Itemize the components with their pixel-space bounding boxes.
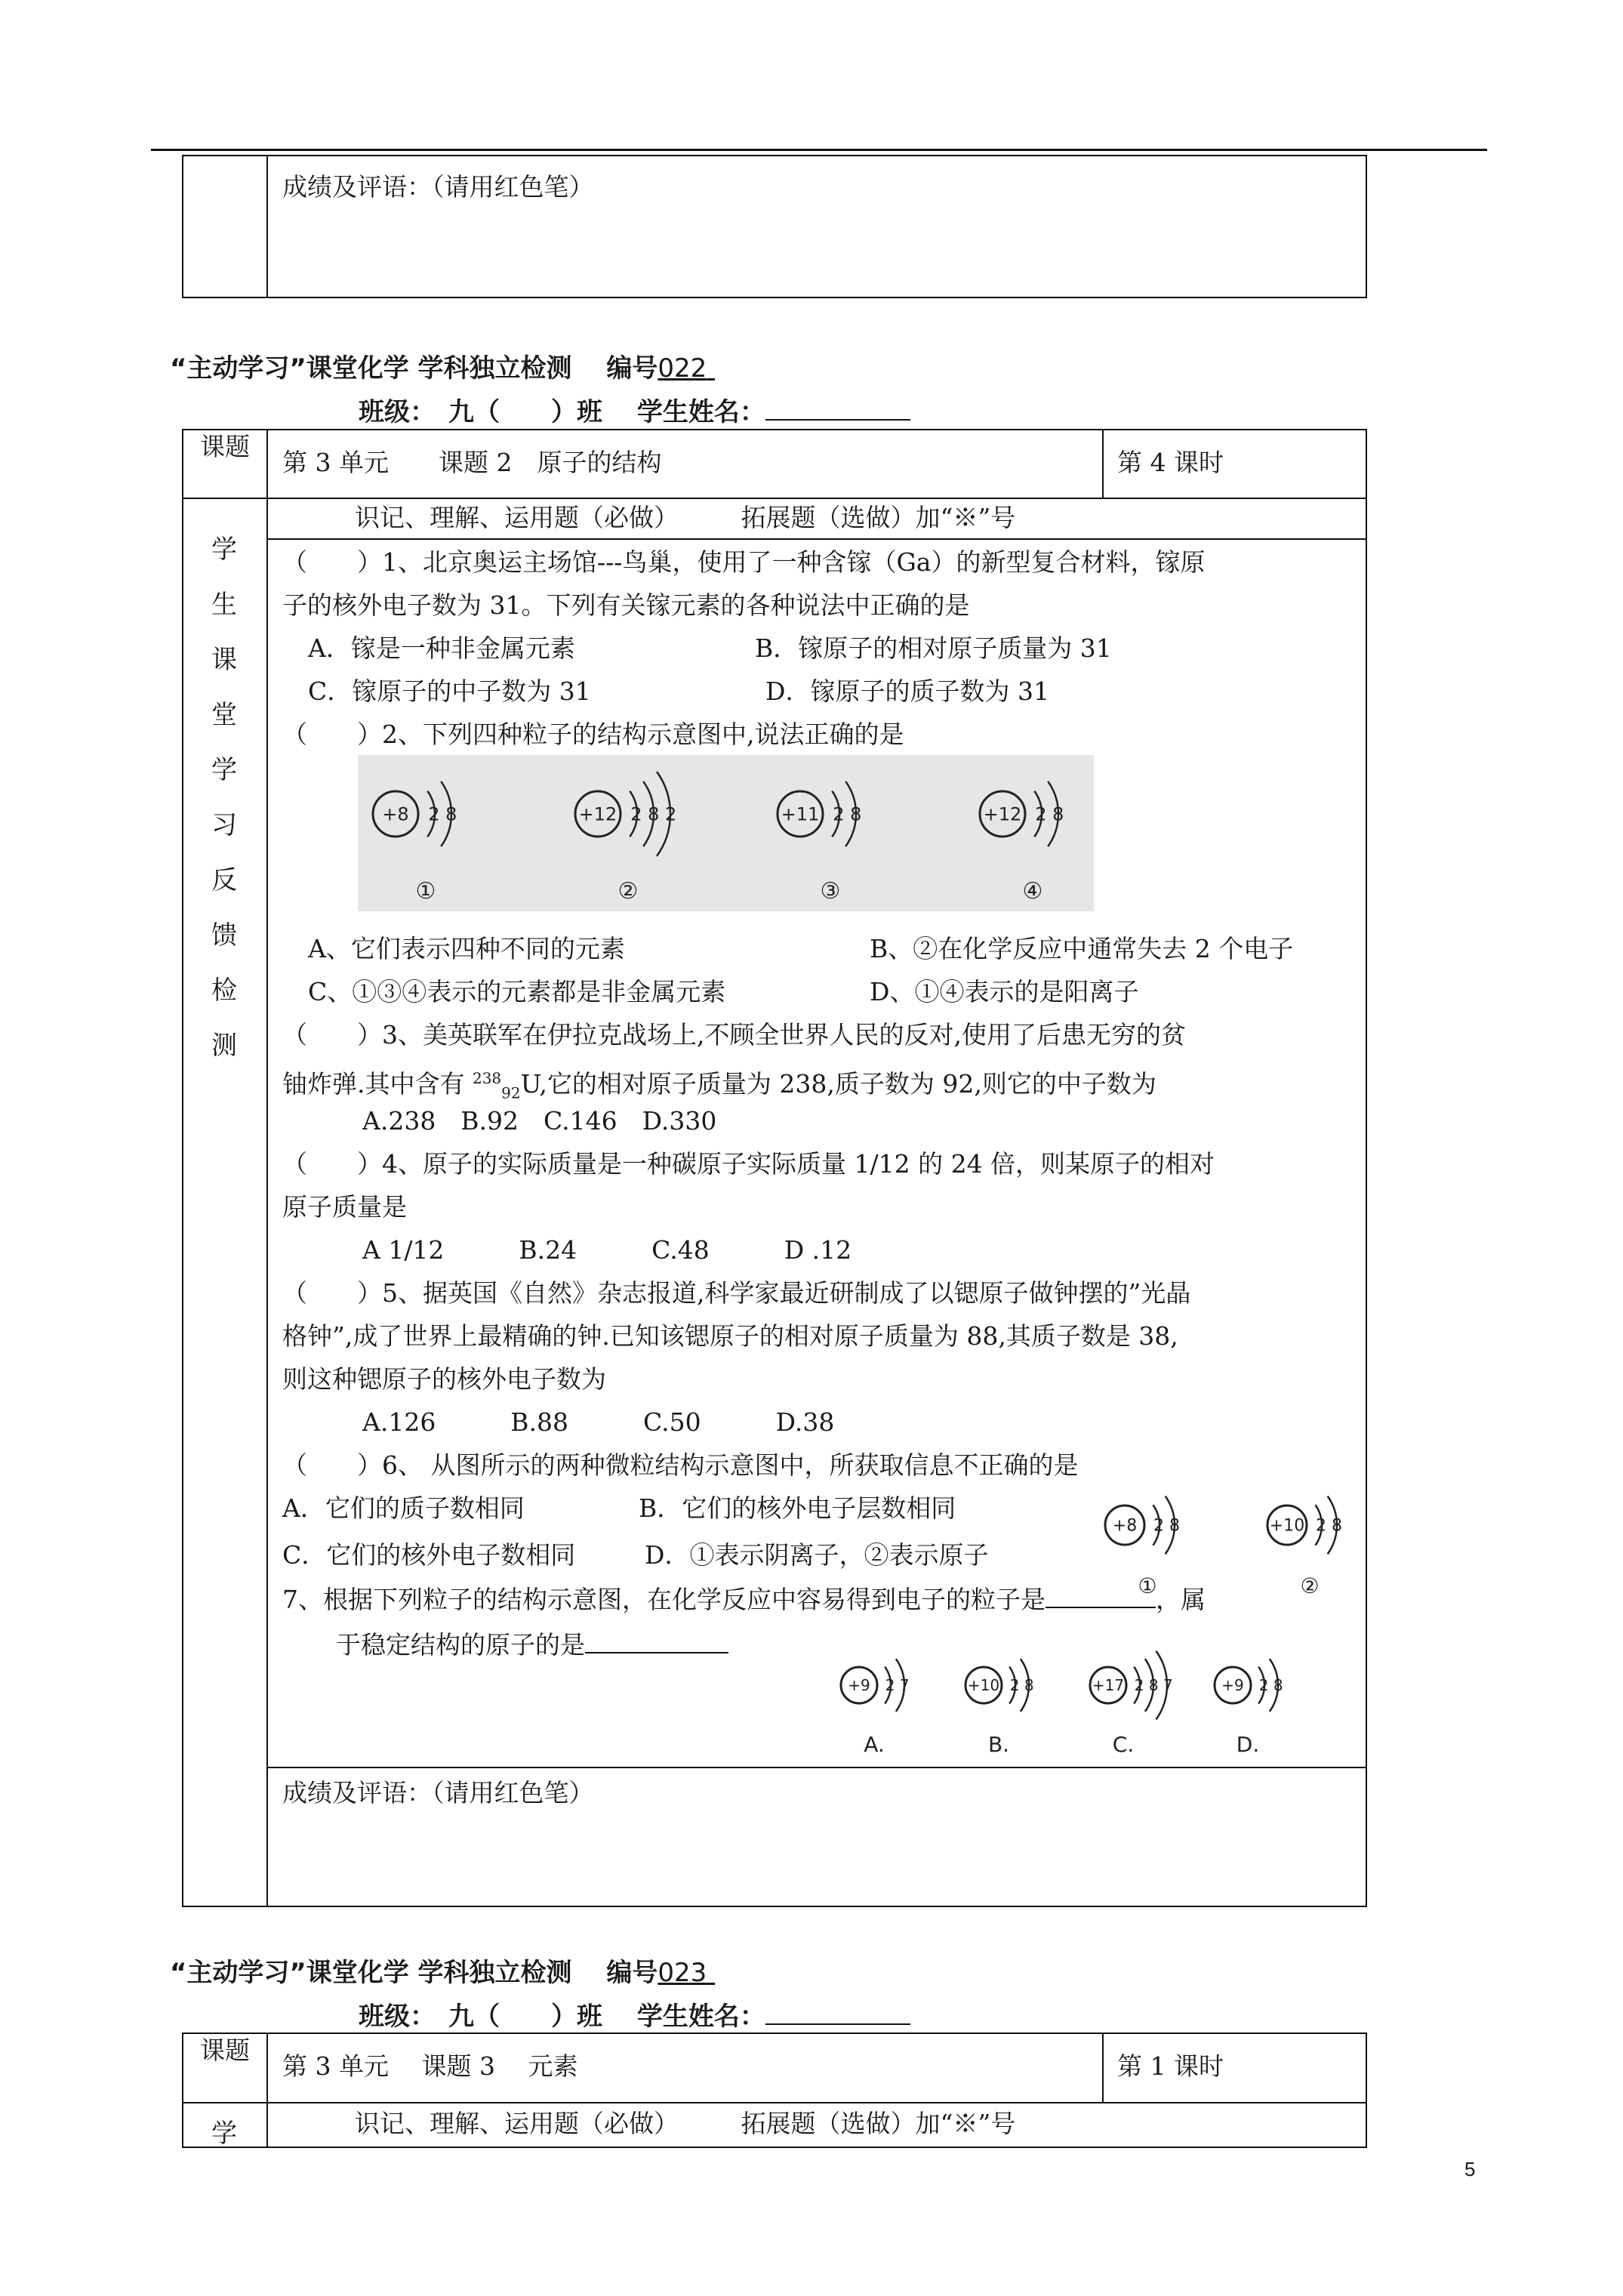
side-label-char: 课 — [211, 645, 237, 675]
q7-line2: 于稳定结构的原子的是 — [336, 1629, 728, 1660]
diagram-label: ② — [1300, 1573, 1320, 1598]
q1-option-c: C．镓原子的中子数为 31 — [308, 676, 591, 706]
q2-stem: （ ）2、下列四种粒子的结构示意图中,说法正确的是 — [282, 720, 904, 749]
q1-option-d: D．镓原子的质子数为 31 — [765, 676, 1049, 706]
q5-options: A.126 B.88 C.50 D.38 — [362, 1407, 835, 1437]
q2-option-a: A、它们表示四种不同的元素 — [308, 934, 625, 963]
nucleus-charge: +10 — [967, 1676, 1000, 1694]
diagram-label: ① — [415, 878, 436, 905]
atom-diagram — [1090, 1651, 1173, 1757]
q1-option-a: A．镓是一种非金属元素 — [308, 633, 575, 663]
side-label-char: 生 — [211, 590, 237, 620]
sheet023-topic: 第 3 单元 课题 3 元素 — [282, 2051, 578, 2081]
side-label-char: 习 — [211, 810, 237, 840]
sheet022-instruction: 识记、理解、运用题（必做） 拓展题（选做）加“※”号 — [355, 503, 1016, 532]
nucleus-charge: +9 — [1221, 1676, 1244, 1694]
q7-diagram-figure — [830, 1646, 1359, 1759]
shell-electrons: 2 8 — [428, 803, 457, 825]
sheet022-comment-label: 成绩及评语：（请用红色笔） — [282, 1778, 594, 1808]
student-name-blank — [765, 396, 910, 421]
q6-stem: （ ）6、 从图所示的两种微粒结构示意图中，所获取信息不正确的是 — [282, 1450, 1079, 1480]
sheet022-topic: 第 3 单元 课题 2 原子的结构 — [282, 448, 662, 477]
nucleus-charge: +8 — [382, 803, 409, 825]
sheet023-header: “主动学习”课堂化学 学科独立检测 编号023 — [170, 1958, 707, 1988]
diagram-label: B. — [987, 1732, 1010, 1757]
sheet022-topic-label: 课题 — [200, 432, 250, 461]
sheet023-side-label: 学 — [211, 2119, 237, 2149]
side-label-char: 测 — [211, 1031, 237, 1061]
shell-electrons: 2 8 — [1316, 1516, 1342, 1536]
q1-option-b: B．镓原子的相对原子质量为 31 — [755, 633, 1112, 663]
q3-options: A.238 B.92 C.146 D.330 — [362, 1106, 717, 1136]
top-comment-label: 成绩及评语：（请用红色笔） — [282, 172, 594, 202]
q7-line1: 7、根据下列粒子的结构示意图，在化学反应中容易得到电子的粒子是 ，属 — [282, 1585, 1206, 1614]
q2-option-b: B、②在化学反应中通常失去 2 个电子 — [870, 934, 1294, 963]
diagram-label: D. — [1236, 1732, 1260, 1757]
side-label-char: 学 — [211, 535, 237, 565]
q4-options: A 1/12 B.24 C.48 D .12 — [362, 1235, 852, 1265]
atom-diagram — [1105, 1496, 1180, 1598]
nucleus-charge: +12 — [578, 803, 617, 825]
sheet023-lesson: 第 1 课时 — [1117, 2051, 1224, 2081]
q2-option-d: D、①④表示的是阳离子 — [870, 977, 1139, 1006]
atom-diagram — [373, 781, 457, 905]
side-label-char: 馈 — [211, 920, 237, 951]
sheet022-lesson: 第 4 课时 — [1117, 448, 1224, 477]
q3-line1: （ ）3、美英联军在伊拉克战场上,不顾全世界人民的反对,使用了后患无穷的贫 — [282, 1020, 1186, 1049]
diagram-label: A. — [864, 1732, 885, 1757]
q5-line3: 则这种锶原子的核外电子数为 — [282, 1364, 606, 1394]
q6-option-d: D．①表示阴离子，②表示原子 — [645, 1540, 989, 1570]
q2-option-c: C、①③④表示的元素都是非金属元素 — [308, 977, 726, 1006]
atom-diagram — [965, 1659, 1034, 1757]
q1-line1: （ ）1、北京奥运主场馆---鸟巢，使用了一种含镓（Ga）的新型复合材料，镓原 — [282, 547, 1206, 577]
q6-diagram-figure — [1087, 1480, 1366, 1601]
shell-electrons: 2 8 2 — [630, 803, 677, 825]
shell-electrons: 2 8 — [1258, 1676, 1283, 1694]
atom-diagram — [980, 781, 1064, 905]
sheet022-number: 022 — [658, 353, 707, 384]
shell-electrons: 2 8 — [1153, 1516, 1180, 1536]
q4-line1: （ ）4、原子的实际质量是一种碳原子实际质量 1/12 的 24 倍，则某原子的相对 — [282, 1149, 1215, 1179]
diagram-label: ② — [617, 878, 639, 905]
q1-line2: 子的核外电子数为 31。下列有关镓元素的各种说法中正确的是 — [282, 590, 970, 620]
q2-diagram-figure — [358, 755, 1094, 911]
q6-option-a: A．它们的质子数相同 — [282, 1493, 525, 1523]
sheet022-header: “主动学习”课堂化学 学科独立检测 编号022 — [170, 353, 707, 384]
nucleus-charge: +12 — [983, 803, 1022, 825]
q7-blank-1 — [1046, 1584, 1156, 1608]
q5-line1: （ ）5、据英国《自然》杂志报道,科学家最近研制成了以锶原子做钟摆的”光晶 — [282, 1278, 1191, 1308]
nucleus-charge: +10 — [1269, 1516, 1305, 1536]
shell-electrons: 2 8 7 — [1134, 1676, 1173, 1694]
q3-line2: 铀炸弹.其中含有 $^{238}_{92}$U,它的相对原子质量为 238,质子数为 92,则它的中子数为 — [282, 1069, 1156, 1102]
shell-electrons: 2 8 — [1009, 1676, 1034, 1694]
q6-option-c: C．它们的核外电子数相同 — [282, 1540, 576, 1570]
shell-electrons: 2 7 — [885, 1676, 910, 1694]
diagram-label: ① — [1138, 1573, 1157, 1598]
atom-diagram — [1215, 1659, 1283, 1757]
side-label-char: 堂 — [211, 700, 237, 730]
student-name-blank-023 — [765, 2001, 910, 2025]
atom-diagram — [1267, 1496, 1342, 1598]
q7-blank-2 — [585, 1629, 728, 1653]
atom-diagram — [778, 781, 861, 905]
page-number: 5 — [1464, 2158, 1476, 2180]
diagram-label: ③ — [820, 878, 841, 905]
sheet023-class-line: 班级： 九（ ）班 学生姓名： — [359, 1996, 910, 2032]
nucleus-charge: +8 — [1112, 1516, 1138, 1536]
atom-diagram — [841, 1659, 910, 1757]
side-label-char: 学 — [211, 755, 237, 785]
top-rule — [151, 149, 1487, 151]
atom-diagram — [575, 772, 676, 905]
diagram-label: ④ — [1022, 878, 1043, 905]
q6-option-b: B．它们的核外电子层数相同 — [639, 1493, 956, 1523]
nucleus-charge: +9 — [848, 1676, 870, 1694]
sheet023-instruction: 识记、理解、运用题（必做） 拓展题（选做）加“※”号 — [355, 2109, 1016, 2138]
nucleus-charge: +17 — [1092, 1676, 1125, 1694]
nucleus-charge: +11 — [781, 803, 820, 825]
diagram-label: C. — [1112, 1732, 1135, 1757]
side-label-char: 检 — [211, 975, 237, 1006]
shell-electrons: 2 8 — [833, 803, 862, 825]
shell-electrons: 2 8 — [1035, 803, 1064, 825]
side-label-char: 反 — [211, 865, 237, 895]
sheet023-topic-label: 课题 — [200, 2036, 250, 2065]
q4-line2: 原子质量是 — [282, 1192, 407, 1222]
sheet023-number: 023 — [658, 1958, 707, 1988]
q5-line2: 格钟”,成了世界上最精确的钟.已知该锶原子的相对原子质量为 88,其质子数是 38, — [282, 1321, 1178, 1351]
sheet022-class-line: 班级： 九（ ）班 学生姓名： — [359, 391, 910, 428]
